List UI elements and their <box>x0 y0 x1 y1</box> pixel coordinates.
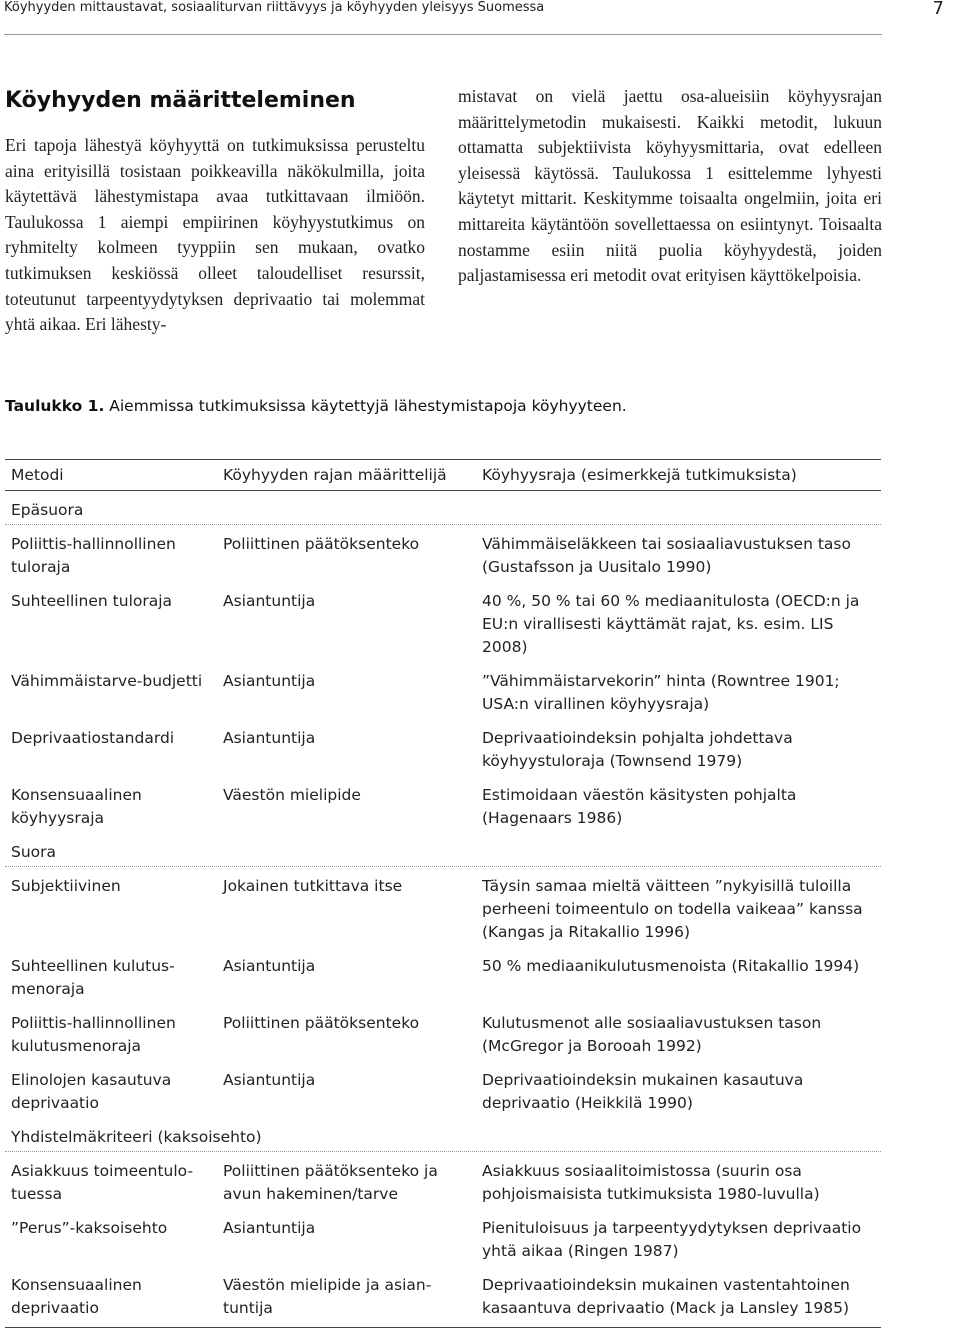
section-heading: Köyhyyden määritteleminen <box>5 88 356 113</box>
cell-threshold: Vähimmäiseläkkeen tai sosiaaliavustuksen taso (Gustafsson ja Uusitalo 1990) <box>482 535 851 576</box>
cell-method: Poliittis-hallinnollinen tuloraja <box>11 535 176 576</box>
table-row <box>5 1160 881 1206</box>
cell-method: Poliittis-hallinnollinen kulutusmenoraja <box>11 1014 176 1055</box>
cell-method: ”Perus”-kaksoisehto <box>11 1219 168 1237</box>
cell-definer: Poliittinen päätöksenteko ja avun hakeminen/tarve <box>223 1162 438 1203</box>
cell-definer: Väestön mielipide <box>223 786 361 804</box>
body-paragraph-right: mistavat on vielä jaettu osa-alueisiin köyhyysrajan määrittelymetodin mukaisesti. Kaikki metodit, lukuun ottamatta subjektiivista köyhyysmittaria, ovat edelleen yleisessä käytössä. Taulukossa 1 esittelemme lyhyesti käytetyt mittarit. Keskitymme toisaalta ongelmiin, joita eri mittareita käytäntöön sovellettaessa on esiintynyt. Toisaalta nostamme esiin niitä puolia köyhyydestä, joiden paljastamisessa eri metodit ovat erityisen käyttökelpoisia. <box>458 86 882 286</box>
table-row <box>5 1274 881 1320</box>
cell-definer: Jokainen tutkittava itse <box>223 877 403 895</box>
table-header <box>5 459 881 491</box>
table-caption <box>5 397 627 415</box>
table-body <box>5 499 881 1320</box>
cell-threshold: ”Vähimmäistarvekorin” hinta (Rowntree 1901; USA:n virallinen köyhyysraja) <box>482 672 840 713</box>
cell-method: Vähimmäistarve-budjetti <box>11 672 203 690</box>
cell-method: Elinolojen kasautuva deprivaatio <box>11 1071 172 1112</box>
cell-threshold: Kulutusmenot alle sosiaaliavustuksen tason (McGregor ja Borooah 1992) <box>482 1014 822 1055</box>
running-head <box>4 0 944 35</box>
cell-threshold: Täysin samaa mieltä väitteen ”nykyisillä tuloilla perheeni toimeentulo on todella vaikeaa” kanssa (Kangas ja Ritakallio 1996) <box>482 877 863 941</box>
cell-definer: Asiantuntija <box>223 1071 316 1089</box>
cell-method: Subjektiivinen <box>11 877 121 895</box>
table-bottom-rule <box>5 1327 881 1328</box>
header-threshold: Köyhyysraja (esimerkkejä tutkimuksista) <box>482 466 797 484</box>
cell-threshold: 40 %, 50 % tai 60 % mediaanitulosta (OECD:n ja EU:n virallisesti käyttämät rajat, ks. esim. LIS 2008) <box>482 592 860 656</box>
table-group-heading: Yhdistelmäkriteeri (kaksoisehto) <box>5 1126 881 1152</box>
table-group-heading: Suora <box>5 841 881 867</box>
cell-definer: Väestön mielipide ja asian-tuntija <box>223 1276 432 1317</box>
table-row <box>5 533 881 579</box>
cell-method: Deprivaatiostandardi <box>11 729 175 747</box>
cell-method: Suhteellinen tuloraja <box>11 592 173 610</box>
header-definer: Köyhyyden rajan määrittelijä <box>223 466 447 484</box>
table-row <box>5 590 881 659</box>
cell-definer: Asiantuntija <box>223 672 316 690</box>
cell-definer: Asiantuntija <box>223 957 316 975</box>
running-title: Köyhyyden mittaustavat, sosiaaliturvan riittävyys ja köyhyyden yleisyys Suomessa <box>4 0 545 15</box>
table-row <box>5 955 881 1001</box>
approaches-table <box>5 459 881 1328</box>
cell-definer: Asiantuntija <box>223 592 316 610</box>
table-caption-label: Taulukko 1. <box>5 397 105 415</box>
cell-threshold: Deprivaatioindeksin pohjalta johdettava köyhyystuloraja (Townsend 1979) <box>482 729 793 770</box>
table-group-heading: Epäsuora <box>5 499 881 525</box>
cell-threshold: Pienituloisuus ja tarpeentyydytyksen deprivaatio yhtä aikaa (Ringen 1987) <box>482 1219 862 1260</box>
table-row <box>5 670 881 716</box>
cell-definer: Poliittinen päätöksenteko <box>223 1014 420 1032</box>
table-row <box>5 727 881 773</box>
table-row <box>5 784 881 830</box>
table-row <box>5 1069 881 1115</box>
cell-threshold: Deprivaatioindeksin mukainen vastentahtoinen kasaantuva deprivaatio (Mack ja Lansley 1985) <box>482 1276 850 1317</box>
header-method: Metodi <box>11 466 64 484</box>
cell-method: Suhteellinen kulutus-menoraja <box>11 957 175 998</box>
cell-definer: Asiantuntija <box>223 729 316 747</box>
cell-threshold: 50 % mediaanikulutusmenoista (Ritakallio 1994) <box>482 957 860 975</box>
body-column-right <box>458 84 882 289</box>
cell-definer: Poliittinen päätöksenteko <box>223 535 420 553</box>
table-caption-text: Aiemmissa tutkimuksissa käytettyjä lähestymistapoja köyhyyteen. <box>104 397 627 415</box>
body-paragraph-left: Eri tapoja lähestyä köyhyyttä on tutkimuksissa perusteltu aina erityisillä tosistaan poikkeavilla näkökulmilla, joita käytettävä lähestymistapa avaa tutkittavaan ilmiöön. Taulukossa 1 aiempi empiirinen köyhyystutkimus on ryhmitelty kolmeen tyyppiin sen mukaan, ovatko tutkimuksen keskiössä olleet taloudelliset resurssit, toteutunut tarpeentyydytyksen deprivaatio tai molemmat yhtä aikaa. Eri lähesty- <box>5 135 425 335</box>
cell-method: Konsensuaalinen köyhyysraja <box>11 786 142 827</box>
page-number: 7 <box>932 0 944 19</box>
table-row <box>5 1217 881 1263</box>
body-column-left <box>5 133 425 338</box>
cell-threshold: Deprivaatioindeksin mukainen kasautuva deprivaatio (Heikkilä 1990) <box>482 1071 804 1112</box>
cell-threshold: Asiakkuus sosiaalitoimistossa (suurin osa pohjoismaisista tutkimuksista 1980-luvulla) <box>482 1162 820 1203</box>
table-row <box>5 1012 881 1058</box>
cell-definer: Asiantuntija <box>223 1219 316 1237</box>
table-row <box>5 875 881 944</box>
cell-threshold: Estimoidaan väestön käsitysten pohjalta (Hagenaars 1986) <box>482 786 797 827</box>
cell-method: Konsensuaalinen deprivaatio <box>11 1276 142 1317</box>
cell-method: Asiakkuus toimeentulo-tuessa <box>11 1162 194 1203</box>
